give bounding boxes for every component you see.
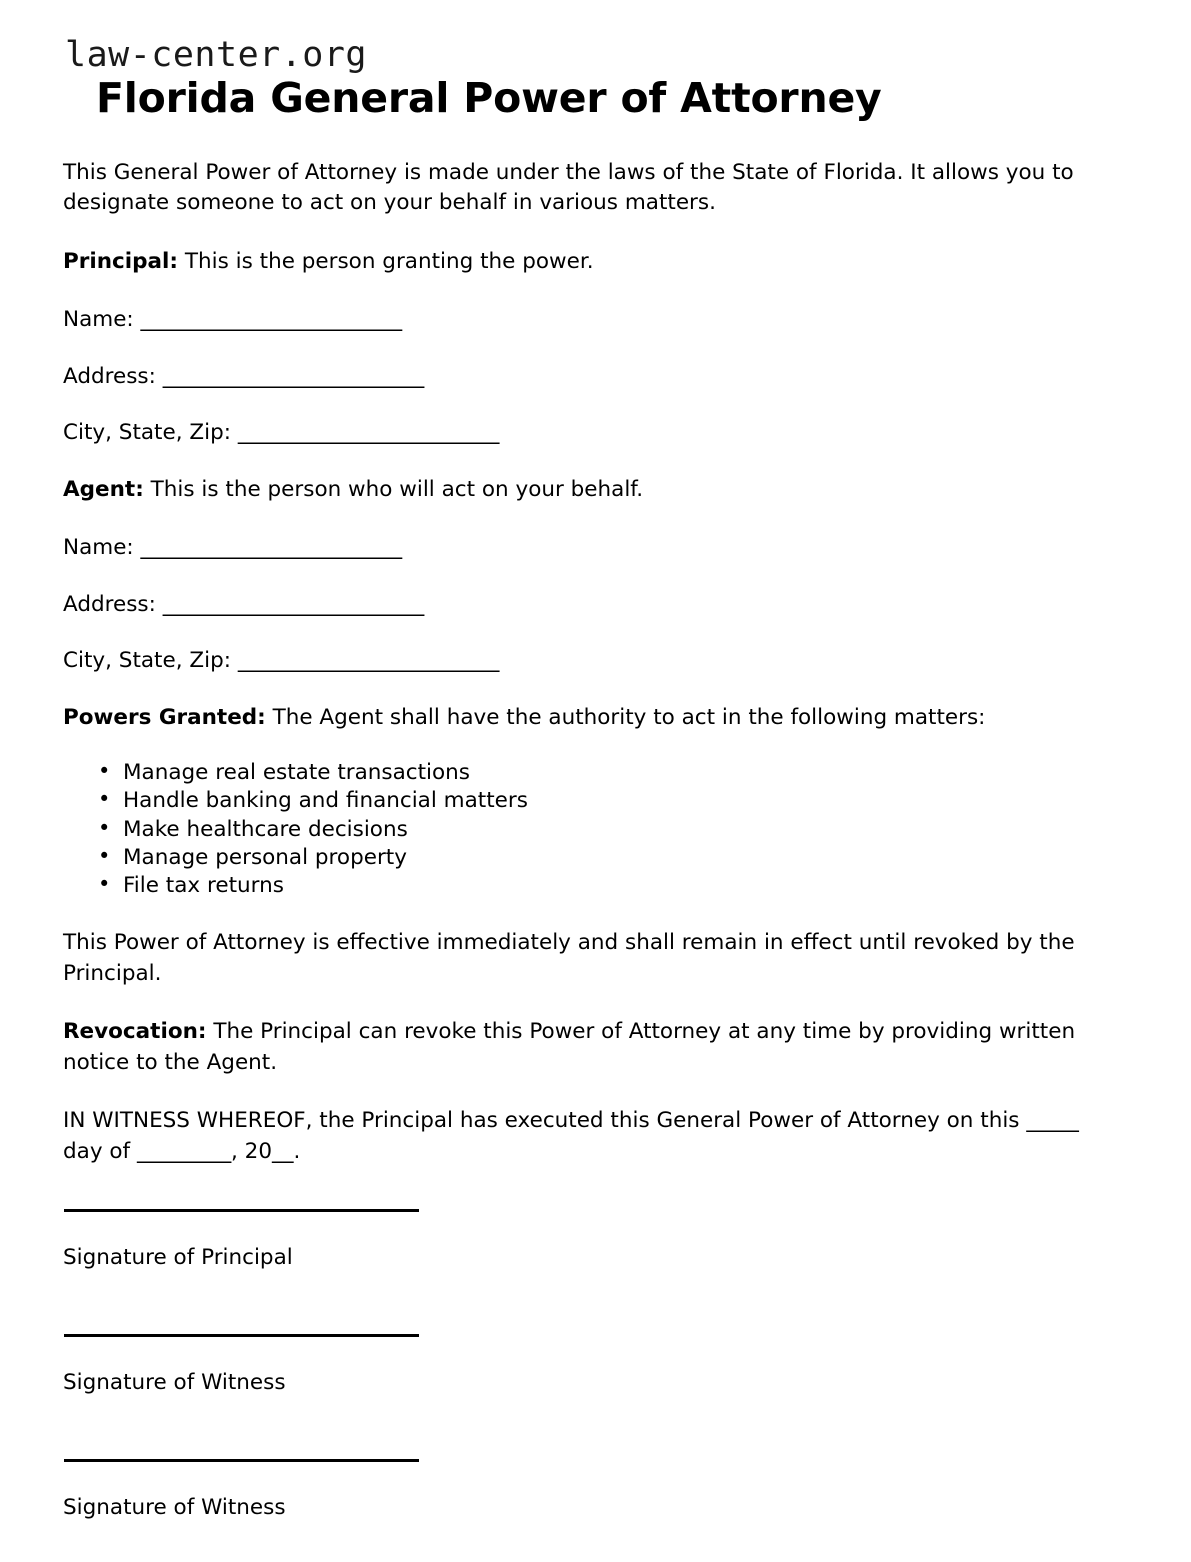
principal-name-blank[interactable]: _________________________ bbox=[140, 307, 402, 333]
signature-caption: Signature of Principal bbox=[63, 1245, 293, 1271]
principal-description: This is the person granting the power. bbox=[178, 248, 594, 274]
signature-caption: Signature of Witness bbox=[63, 1495, 286, 1521]
principal-heading bbox=[63, 247, 1085, 278]
principal-name-label: Name: bbox=[63, 307, 141, 333]
signature-caption: Signature of Witness bbox=[63, 1370, 286, 1396]
principal-address-field bbox=[63, 362, 1085, 393]
agent-name-label: Name: bbox=[63, 535, 141, 561]
agent-citystatezip-field bbox=[63, 646, 1085, 677]
signature-line[interactable] bbox=[64, 1209, 419, 1212]
list-item: • Manage real estate transactions bbox=[63, 759, 1085, 787]
document-body bbox=[63, 158, 1085, 1522]
list-item: • Make healthcare decisions bbox=[63, 816, 1085, 844]
witness-clause-text-before: IN WITNESS WHEREOF, the Principal has executed this General Power of Attorney on this bbox=[63, 1108, 1027, 1134]
witness-month-blank[interactable]: _________ bbox=[136, 1138, 232, 1164]
page-title: Florida General Power of Attorney bbox=[96, 73, 882, 122]
revocation-description: The Principal can revoke this Power of Attorney at any time by providing written notice to the Agent. bbox=[63, 1019, 1076, 1075]
principal-citystatezip-blank[interactable]: _________________________ bbox=[237, 420, 500, 446]
agent-address-field bbox=[63, 590, 1085, 621]
agent-name-field bbox=[63, 533, 1085, 564]
agent-description: This is the person who will act on your behalf. bbox=[143, 476, 644, 502]
revocation-paragraph bbox=[63, 1017, 1085, 1078]
principal-citystatezip-label: City, State, Zip: bbox=[63, 420, 238, 446]
list-item: • Manage personal property bbox=[63, 844, 1085, 872]
agent-name-blank[interactable]: _________________________ bbox=[140, 535, 402, 561]
signature-line[interactable] bbox=[64, 1459, 419, 1462]
list-item: • File tax returns bbox=[63, 872, 1085, 900]
signature-block-witness-1 bbox=[63, 1334, 1085, 1397]
principal-name-field bbox=[63, 305, 1085, 336]
witness-day-blank[interactable]: _____ bbox=[1026, 1108, 1079, 1134]
agent-address-label: Address: bbox=[63, 591, 163, 617]
intro-paragraph: This General Power of Attorney is made under the laws of the State of Florida. It allows you to designate someone to act on your behalf in various matters. bbox=[63, 159, 1074, 216]
powers-list bbox=[63, 759, 1085, 900]
effectiveness-paragraph: This Power of Attorney is effective immediately and shall remain in effect until revoked by the Principal. bbox=[63, 930, 1075, 986]
site-domain: law-center.org bbox=[65, 35, 368, 75]
signature-block-witness-2 bbox=[63, 1459, 1085, 1522]
revocation-label: Revocation: bbox=[63, 1019, 207, 1045]
agent-heading bbox=[63, 475, 1085, 506]
principal-label: Principal: bbox=[63, 248, 179, 274]
principal-address-label: Address: bbox=[63, 363, 163, 389]
document-header bbox=[63, 35, 1131, 122]
principal-address-blank[interactable]: _________________________ bbox=[162, 363, 424, 389]
signature-line[interactable] bbox=[64, 1334, 419, 1337]
agent-citystatezip-label: City, State, Zip: bbox=[63, 648, 238, 674]
agent-label: Agent: bbox=[63, 476, 144, 502]
powers-heading bbox=[63, 703, 1085, 734]
witness-clause-text-after: , 20__. bbox=[231, 1138, 301, 1164]
signature-block-principal bbox=[63, 1209, 1085, 1272]
agent-citystatezip-blank[interactable]: _________________________ bbox=[237, 648, 500, 674]
powers-label: Powers Granted: bbox=[63, 704, 266, 730]
list-item: • Handle banking and financial matters bbox=[63, 787, 1085, 815]
witness-clause bbox=[63, 1106, 1085, 1167]
principal-citystatezip-field bbox=[63, 418, 1085, 449]
signature-section bbox=[63, 1209, 1085, 1522]
agent-address-blank[interactable]: _________________________ bbox=[162, 591, 424, 617]
powers-description: The Agent shall have the authority to act in the following matters: bbox=[265, 704, 986, 730]
witness-clause-text-middle: day of bbox=[63, 1138, 137, 1164]
